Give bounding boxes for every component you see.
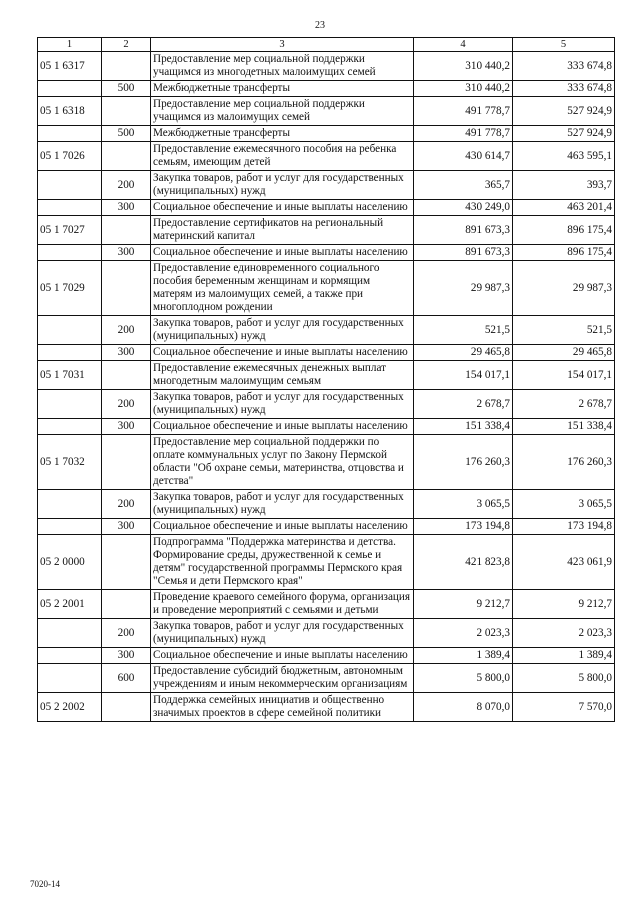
table-row bbox=[38, 519, 615, 535]
row-amount-year-1: 176 260,3 bbox=[414, 435, 513, 490]
row-name: Закупка товаров, работ и услуг для государственных (муниципальных) нужд bbox=[151, 316, 414, 345]
row-amount-year-2: 29 465,8 bbox=[513, 345, 615, 361]
row-expense-type: 200 bbox=[102, 171, 151, 200]
row-name: Предоставление мер социальной поддержки учащимся из многодетных малоимущих семей bbox=[151, 52, 414, 81]
row-amount-year-1: 5 800,0 bbox=[414, 664, 513, 693]
row-expense-type bbox=[102, 590, 151, 619]
row-amount-year-2: 333 674,8 bbox=[513, 81, 615, 97]
row-amount-year-1: 29 987,3 bbox=[414, 261, 513, 316]
row-expense-type bbox=[102, 693, 151, 722]
row-amount-year-1: 310 440,2 bbox=[414, 81, 513, 97]
table-row bbox=[38, 361, 615, 390]
row-amount-year-2: 7 570,0 bbox=[513, 693, 615, 722]
row-expense-type: 200 bbox=[102, 619, 151, 648]
row-name: Поддержка семейных инициатив и общественно значимых проектов в сфере семейной политики bbox=[151, 693, 414, 722]
column-header-1: 1 bbox=[38, 38, 102, 52]
column-header-5: 5 bbox=[513, 38, 615, 52]
row-expense-type bbox=[102, 261, 151, 316]
column-header-3: 3 bbox=[151, 38, 414, 52]
table-row bbox=[38, 245, 615, 261]
row-name: Предоставление ежемесячных денежных выплат многодетным малоимущим семьям bbox=[151, 361, 414, 390]
row-amount-year-2: 423 061,9 bbox=[513, 535, 615, 590]
row-name: Межбюджетные трансферты bbox=[151, 126, 414, 142]
table-body bbox=[38, 52, 615, 722]
row-amount-year-2: 463 595,1 bbox=[513, 142, 615, 171]
budget-table bbox=[37, 37, 615, 722]
row-amount-year-1: 310 440,2 bbox=[414, 52, 513, 81]
row-expense-type: 300 bbox=[102, 245, 151, 261]
table-row bbox=[38, 435, 615, 490]
table-row bbox=[38, 316, 615, 345]
row-expense-type: 500 bbox=[102, 81, 151, 97]
row-expense-type: 200 bbox=[102, 390, 151, 419]
row-expense-type: 500 bbox=[102, 126, 151, 142]
row-amount-year-2: 2 678,7 bbox=[513, 390, 615, 419]
row-code bbox=[38, 664, 102, 693]
row-name: Предоставление ежемесячного пособия на ребенка семьям, имеющим детей bbox=[151, 142, 414, 171]
row-code: 05 1 7032 bbox=[38, 435, 102, 490]
page-number: 23 bbox=[315, 20, 325, 31]
row-code: 05 2 2002 bbox=[38, 693, 102, 722]
row-amount-year-1: 491 778,7 bbox=[414, 126, 513, 142]
row-amount-year-1: 365,7 bbox=[414, 171, 513, 200]
row-name: Социальное обеспечение и иные выплаты населению bbox=[151, 345, 414, 361]
row-name: Закупка товаров, работ и услуг для государственных (муниципальных) нужд bbox=[151, 390, 414, 419]
table-row bbox=[38, 664, 615, 693]
row-amount-year-1: 2 678,7 bbox=[414, 390, 513, 419]
row-amount-year-2: 521,5 bbox=[513, 316, 615, 345]
table-row bbox=[38, 216, 615, 245]
row-amount-year-1: 154 017,1 bbox=[414, 361, 513, 390]
row-expense-type: 300 bbox=[102, 200, 151, 216]
row-code bbox=[38, 81, 102, 97]
table-row bbox=[38, 52, 615, 81]
row-name: Межбюджетные трансферты bbox=[151, 81, 414, 97]
row-name: Подпрограмма "Поддержка материнства и детства. Формирование среды, дружественной к семье и детям" государственной программы Пермского края "Семья и дети Пермского края" bbox=[151, 535, 414, 590]
row-expense-type: 300 bbox=[102, 648, 151, 664]
row-code: 05 1 6317 bbox=[38, 52, 102, 81]
table-row bbox=[38, 590, 615, 619]
table-row bbox=[38, 648, 615, 664]
row-expense-type bbox=[102, 361, 151, 390]
table-row bbox=[38, 261, 615, 316]
table-row bbox=[38, 142, 615, 171]
row-name: Предоставление единовременного социального пособия беременным женщинам и кормящим матерям из малоимущих семей, а также при многоплодном рождении bbox=[151, 261, 414, 316]
row-amount-year-2: 176 260,3 bbox=[513, 435, 615, 490]
row-amount-year-1: 3 065,5 bbox=[414, 490, 513, 519]
row-expense-type: 300 bbox=[102, 345, 151, 361]
row-expense-type bbox=[102, 142, 151, 171]
row-amount-year-1: 891 673,3 bbox=[414, 245, 513, 261]
row-code bbox=[38, 345, 102, 361]
table-row bbox=[38, 535, 615, 590]
table-row bbox=[38, 619, 615, 648]
row-name: Предоставление мер социальной поддержки по оплате коммунальных услуг по Закону Пермской области "Об охране семьи, материнства, отцовства и детства" bbox=[151, 435, 414, 490]
row-code bbox=[38, 419, 102, 435]
row-expense-type: 300 bbox=[102, 419, 151, 435]
row-amount-year-2: 5 800,0 bbox=[513, 664, 615, 693]
row-amount-year-1: 9 212,7 bbox=[414, 590, 513, 619]
row-expense-type: 200 bbox=[102, 316, 151, 345]
row-amount-year-1: 151 338,4 bbox=[414, 419, 513, 435]
row-name: Социальное обеспечение и иные выплаты населению bbox=[151, 419, 414, 435]
row-code: 05 1 6318 bbox=[38, 97, 102, 126]
row-amount-year-2: 527 924,9 bbox=[513, 126, 615, 142]
row-expense-type bbox=[102, 535, 151, 590]
row-name: Социальное обеспечение и иные выплаты населению bbox=[151, 519, 414, 535]
row-amount-year-2: 151 338,4 bbox=[513, 419, 615, 435]
row-amount-year-1: 891 673,3 bbox=[414, 216, 513, 245]
row-amount-year-2: 154 017,1 bbox=[513, 361, 615, 390]
row-amount-year-1: 173 194,8 bbox=[414, 519, 513, 535]
row-code bbox=[38, 200, 102, 216]
row-code: 05 1 7031 bbox=[38, 361, 102, 390]
row-name: Социальное обеспечение и иные выплаты населению bbox=[151, 200, 414, 216]
row-code: 05 1 7027 bbox=[38, 216, 102, 245]
row-amount-year-1: 1 389,4 bbox=[414, 648, 513, 664]
row-amount-year-1: 2 023,3 bbox=[414, 619, 513, 648]
table-row bbox=[38, 345, 615, 361]
row-amount-year-2: 896 175,4 bbox=[513, 245, 615, 261]
row-name: Предоставление мер социальной поддержки учащимся из малоимущих семей bbox=[151, 97, 414, 126]
row-amount-year-2: 463 201,4 bbox=[513, 200, 615, 216]
row-code bbox=[38, 316, 102, 345]
row-amount-year-2: 393,7 bbox=[513, 171, 615, 200]
row-name: Закупка товаров, работ и услуг для государственных (муниципальных) нужд bbox=[151, 490, 414, 519]
row-amount-year-2: 173 194,8 bbox=[513, 519, 615, 535]
row-name: Закупка товаров, работ и услуг для государственных (муниципальных) нужд bbox=[151, 171, 414, 200]
document-code: 7020-14 bbox=[30, 879, 60, 889]
row-amount-year-1: 29 465,8 bbox=[414, 345, 513, 361]
row-code: 05 2 0000 bbox=[38, 535, 102, 590]
row-code bbox=[38, 171, 102, 200]
row-code: 05 2 2001 bbox=[38, 590, 102, 619]
table-row bbox=[38, 97, 615, 126]
row-code bbox=[38, 490, 102, 519]
row-expense-type bbox=[102, 435, 151, 490]
row-code bbox=[38, 619, 102, 648]
row-code bbox=[38, 519, 102, 535]
row-code bbox=[38, 126, 102, 142]
table-row bbox=[38, 200, 615, 216]
table-header bbox=[38, 38, 615, 52]
column-header-2: 2 bbox=[102, 38, 151, 52]
row-name: Закупка товаров, работ и услуг для государственных (муниципальных) нужд bbox=[151, 619, 414, 648]
row-amount-year-2: 896 175,4 bbox=[513, 216, 615, 245]
row-expense-type: 200 bbox=[102, 490, 151, 519]
column-header-4: 4 bbox=[414, 38, 513, 52]
row-expense-type bbox=[102, 216, 151, 245]
header-row bbox=[38, 38, 615, 52]
table-row bbox=[38, 171, 615, 200]
row-amount-year-2: 3 065,5 bbox=[513, 490, 615, 519]
row-amount-year-1: 430 614,7 bbox=[414, 142, 513, 171]
row-amount-year-2: 2 023,3 bbox=[513, 619, 615, 648]
row-amount-year-2: 9 212,7 bbox=[513, 590, 615, 619]
table-row bbox=[38, 419, 615, 435]
row-amount-year-2: 29 987,3 bbox=[513, 261, 615, 316]
row-code: 05 1 7026 bbox=[38, 142, 102, 171]
row-name: Предоставление субсидий бюджетным, автономным учреждениям и иным некоммерческим организациям bbox=[151, 664, 414, 693]
row-name: Социальное обеспечение и иные выплаты населению bbox=[151, 245, 414, 261]
row-amount-year-2: 333 674,8 bbox=[513, 52, 615, 81]
row-name: Предоставление сертификатов на региональный материнский капитал bbox=[151, 216, 414, 245]
row-amount-year-1: 8 070,0 bbox=[414, 693, 513, 722]
row-amount-year-2: 527 924,9 bbox=[513, 97, 615, 126]
row-expense-type bbox=[102, 52, 151, 81]
row-name: Социальное обеспечение и иные выплаты населению bbox=[151, 648, 414, 664]
row-code bbox=[38, 648, 102, 664]
row-code: 05 1 7029 bbox=[38, 261, 102, 316]
row-amount-year-1: 421 823,8 bbox=[414, 535, 513, 590]
row-amount-year-2: 1 389,4 bbox=[513, 648, 615, 664]
table-row bbox=[38, 126, 615, 142]
row-amount-year-1: 521,5 bbox=[414, 316, 513, 345]
row-expense-type bbox=[102, 97, 151, 126]
row-expense-type: 600 bbox=[102, 664, 151, 693]
table-row bbox=[38, 490, 615, 519]
row-code bbox=[38, 390, 102, 419]
table-row bbox=[38, 390, 615, 419]
table-row bbox=[38, 81, 615, 97]
row-expense-type: 300 bbox=[102, 519, 151, 535]
table-row bbox=[38, 693, 615, 722]
row-amount-year-1: 491 778,7 bbox=[414, 97, 513, 126]
row-name: Проведение краевого семейного форума, организация и проведение мероприятий с семьями и детьми bbox=[151, 590, 414, 619]
row-amount-year-1: 430 249,0 bbox=[414, 200, 513, 216]
row-code bbox=[38, 245, 102, 261]
